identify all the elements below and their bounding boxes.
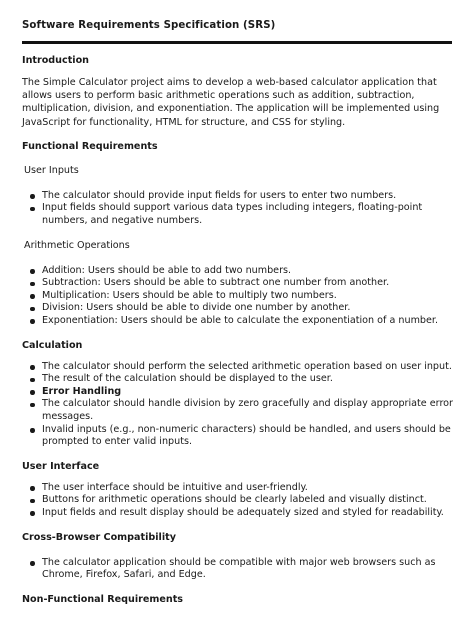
title-divider xyxy=(22,41,452,44)
list-item: The calculator application should be compatible with major web browsers such as Chrome, Firefox, Safari, and Edge. xyxy=(42,557,454,582)
cross-browser-heading: Cross-Browser Compatibility xyxy=(22,531,176,543)
list-item: Multiplication: Users should be able to multiply two numbers. xyxy=(42,290,454,303)
introduction-heading: Introduction xyxy=(22,55,89,66)
document-body xyxy=(22,54,454,606)
list-item: The result of the calculation should be displayed to the user. xyxy=(42,373,454,386)
arithmetic-operations-heading: Arithmetic Operations xyxy=(24,239,130,251)
list-item: Addition: Users should be able to add two numbers. xyxy=(42,265,454,278)
list-item: The calculator should handle division by zero gracefully and display appropriate error messages. xyxy=(42,398,453,422)
list-item: Input fields should support various data types including integers, floating-point numbers, and negative numbers. xyxy=(42,202,454,227)
list-item: Subtraction: Users should be able to subtract one number from another. xyxy=(42,277,454,290)
user-interface-heading: User Interface xyxy=(22,460,100,472)
calculation-list xyxy=(22,361,454,449)
arithmetic-operations-list xyxy=(22,265,454,328)
user-inputs-heading: User Inputs xyxy=(24,164,79,176)
calculation-heading: Calculation xyxy=(22,339,83,351)
list-item: Invalid inputs (e.g., non-numeric characters) should be handled, and users should be prompted to enter valid inputs. xyxy=(42,424,454,449)
document-title: Software Requirements Specification (SRS) xyxy=(22,20,276,31)
non-functional-requirements-heading: Non-Functional Requirements xyxy=(22,593,183,605)
list-item: The user interface should be intuitive and user-friendly. xyxy=(42,482,454,495)
list-item-error-handling: Error Handling xyxy=(42,386,454,399)
user-interface-list xyxy=(22,482,454,520)
list-item: Exponentiation: Users should be able to calculate the exponentiation of a number. xyxy=(42,315,454,328)
list-item: The calculator should perform the selected arithmetic operation based on user input. xyxy=(42,361,454,374)
list-item: Buttons for arithmetic operations should be clearly labeled and visually distinct. xyxy=(42,494,454,507)
user-inputs-list xyxy=(22,190,454,228)
list-item: Division: Users should be able to divide one number by another. xyxy=(42,302,454,315)
introduction-paragraph: The Simple Calculator project aims to develop a web-based calculator application that allows users to perform basic arithmetic operations such as addition, subtraction, multiplication, division, and exponentiation. The application will be implemented using JavaScript for functionality, HTML for structure, and CSS for styling. xyxy=(22,77,440,128)
list-item: The calculator should provide input fields for users to enter two numbers. xyxy=(42,190,454,203)
functional-requirements-heading: Functional Requirements xyxy=(22,140,158,152)
list-item: Input fields and result display should be adequately sized and styled for readability. xyxy=(42,507,454,520)
cross-browser-list xyxy=(22,557,454,582)
